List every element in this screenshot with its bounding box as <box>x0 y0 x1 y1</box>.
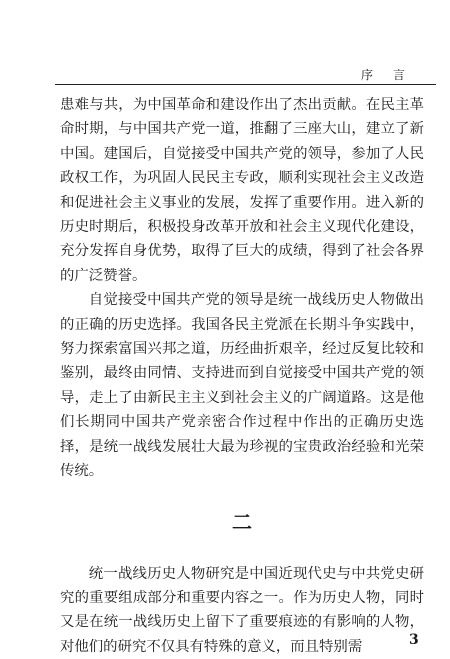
page-number: 3 <box>409 632 419 648</box>
running-header-title: 序 言 <box>361 66 413 83</box>
paragraph-3: 统一战线历史人物研究是中国近现代史与中共党史研究的重要组成部分和重要内容之一。作为历史人物，同时又是在统一战线历史上留下了重要痕迹的有影响的人物，对他们的研究不仅具有特殊的意义，而且特别需 <box>60 562 424 659</box>
section-heading: 二 <box>60 510 424 534</box>
paragraph-1: 患难与共，为中国革命和建设作出了杰出贡献。在民主革命时期，与中国共产党一道，推翻了三座大山，建立了新中国。建国后，自觉接受中国共产党的领导，参加了人民政权工作，为巩固人民民主专政，顺利实现社会主义改造和促进社会主义事业的发展，发挥了重要作用。进入新的历史时期后，积极投身改革开放和社会主义现代化建设，充分发挥自身优势，取得了巨大的成绩，得到了社会各界的广泛赞誉。 <box>60 93 424 288</box>
running-header <box>0 0 450 100</box>
header-rule <box>55 84 436 85</box>
body-text <box>60 93 424 659</box>
paragraph-2: 自觉接受中国共产党的领导是统一战线历史人物做出的正确的历史选择。我国各民主党派在长期斗争实践中，努力探索富国兴邦之道，历经曲折艰辛，经过反复比较和鉴别，最终由同情、支持进而到自觉接受中国共产党的领导，走上了由新民主主义到社会主义的广阔道路。这是他们长期同中国共产党亲密合作过程中作出的正确历史选择，是统一战线发展壮大最为珍视的宝贵政治经验和光荣传统。 <box>60 288 424 483</box>
